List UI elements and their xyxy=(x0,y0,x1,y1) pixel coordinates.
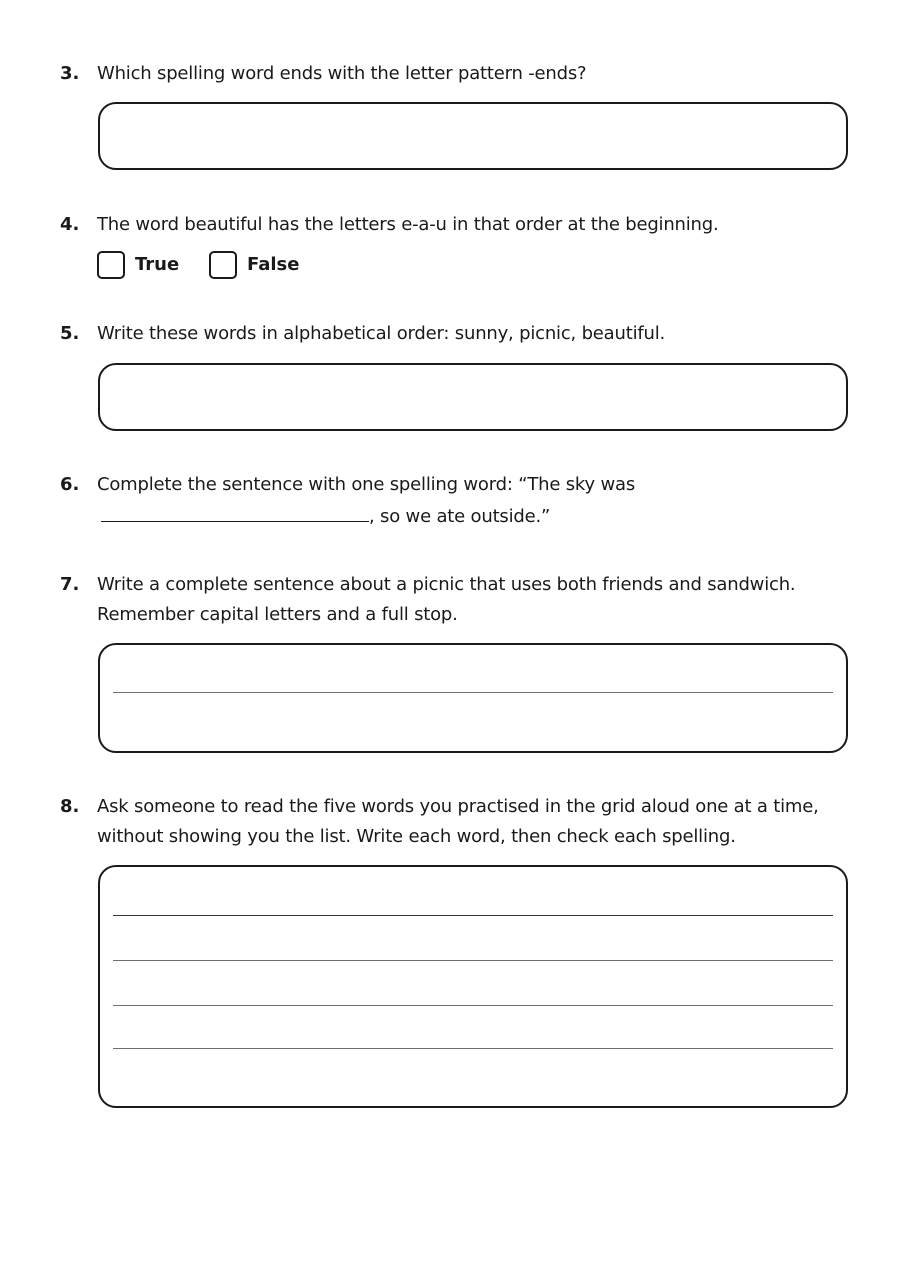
question-number: 4. xyxy=(60,214,80,235)
writing-line xyxy=(113,1005,833,1006)
question-text: Which spelling word ends with the letter pattern -ends? xyxy=(97,63,587,84)
question-text-line-2: without showing you the list. Write each word, then check each spelling. xyxy=(97,826,736,847)
answer-box-8[interactable] xyxy=(98,865,848,1108)
writing-line xyxy=(113,915,833,916)
question-text-line-1: Write a complete sentence about a picnic that uses both friends and sandwich. xyxy=(97,574,796,595)
writing-line xyxy=(113,960,833,961)
true-label: True xyxy=(135,254,180,275)
question-number: 8. xyxy=(60,796,80,817)
question-text: Write these words in alphabetical order: sunny, picnic, beautiful. xyxy=(97,323,666,344)
question-number: 3. xyxy=(60,63,80,84)
question-text-after: , so we ate outside.” xyxy=(369,506,551,527)
question-number: 7. xyxy=(60,574,80,595)
question-number: 6. xyxy=(60,474,80,495)
answer-box-7[interactable] xyxy=(98,643,848,753)
writing-line xyxy=(113,1048,833,1049)
question-text: The word beautiful has the letters e-a-u in that order at the beginning. xyxy=(97,214,719,235)
question-text-line-2: Remember capital letters and a full stop. xyxy=(97,604,458,625)
false-checkbox[interactable] xyxy=(209,251,237,279)
fill-in-blank[interactable] xyxy=(101,501,369,522)
question-text: Complete the sentence with one spelling word: “The sky was xyxy=(97,474,636,495)
answer-box-3[interactable] xyxy=(98,102,848,170)
answer-box-5[interactable] xyxy=(98,363,848,431)
question-number: 5. xyxy=(60,323,80,344)
true-checkbox[interactable] xyxy=(97,251,125,279)
true-false-options xyxy=(0,251,909,281)
question-text-line-1: Ask someone to read the five words you practised in the grid aloud one at a time, xyxy=(97,796,819,817)
false-label: False xyxy=(247,254,300,275)
writing-line xyxy=(113,692,833,693)
